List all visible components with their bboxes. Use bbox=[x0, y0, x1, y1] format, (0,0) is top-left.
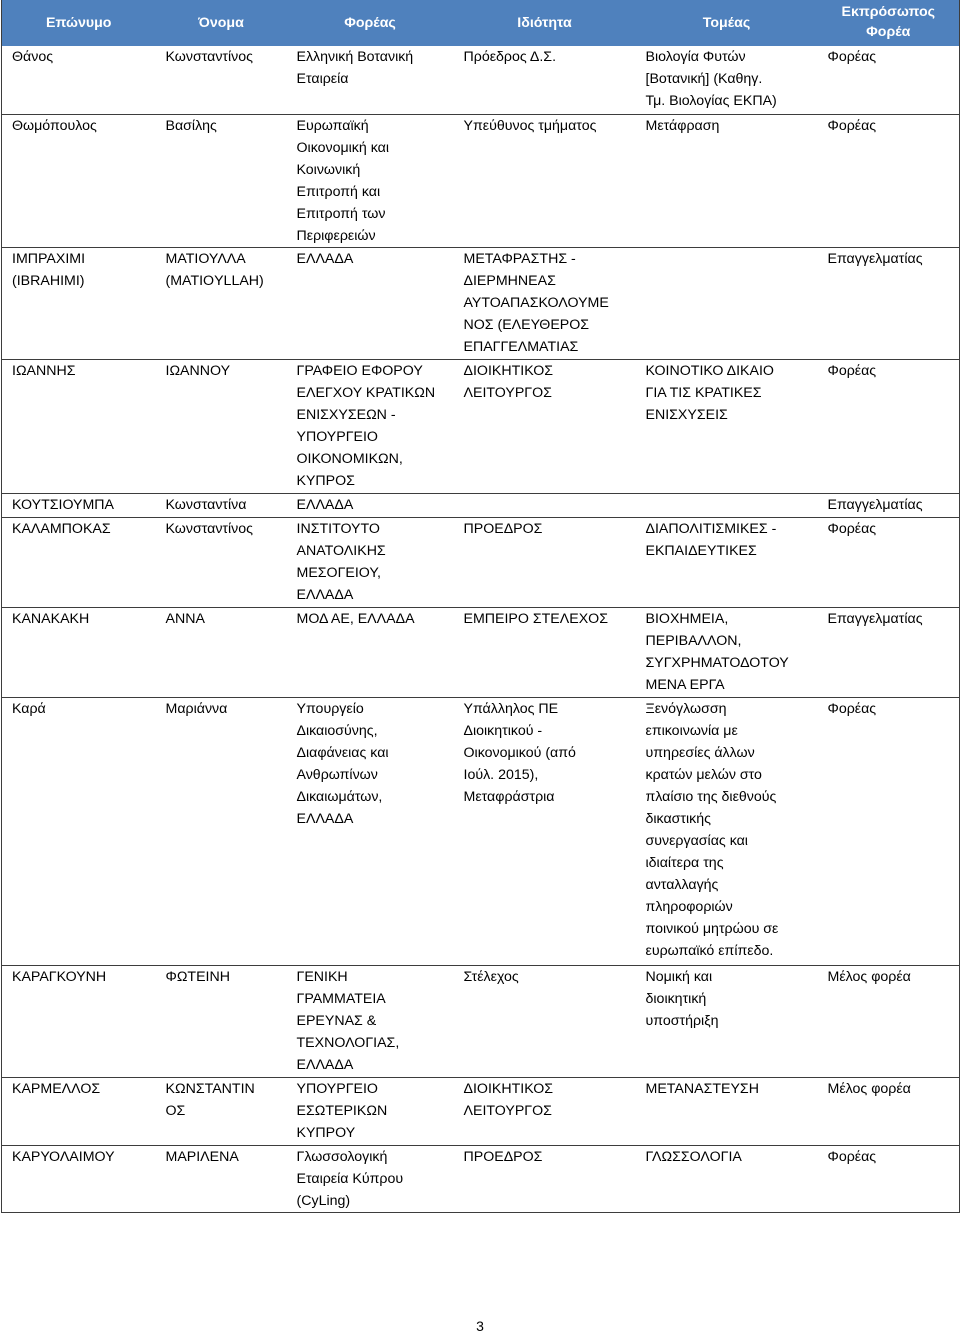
table-row bbox=[2, 697, 960, 965]
table-body bbox=[2, 46, 960, 1212]
cell-field: ΚΟΙΝΟΤΙΚΟ ΔΙΚΑΙΟ ΓΙΑ ΤΙΣ ΚΡΑΤΙΚΕΣ ΕΝΙΣΧΥΣΕΙΣ bbox=[636, 359, 818, 493]
cell-position: Υπεύθυνος τμήματος bbox=[454, 114, 636, 247]
cell-representative: Φορέας bbox=[818, 517, 960, 607]
table-row bbox=[2, 46, 960, 114]
table-row bbox=[2, 1077, 960, 1145]
table-row bbox=[2, 114, 960, 247]
cell-position: Πρόεδρος Δ.Σ. bbox=[454, 46, 636, 114]
cell-first-name: ΜΑΤΙΟΥΛΛΑ (MATIOYLLAH) bbox=[156, 247, 287, 359]
header-surname: Επώνυμο bbox=[2, 0, 156, 46]
cell-field: ΔΙΑΠΟΛΙΤΙΣΜΙΚΕΣ - ΕΚΠΑΙΔΕΥΤΙΚΕΣ bbox=[636, 517, 818, 607]
cell-position: ΔΙΟΙΚΗΤΙΚΟΣ ΛΕΙΤΟΥΡΓΟΣ bbox=[454, 359, 636, 493]
cell-field: Βιολογία Φυτών [Βοτανική] (Καθηγ. Τμ. Βιολογίας ΕΚΠΑ) bbox=[636, 46, 818, 114]
cell-position bbox=[454, 493, 636, 517]
cell-surname: Θωμόπουλος bbox=[2, 114, 156, 247]
cell-organization: ΥΠΟΥΡΓΕΙΟ ΕΣΩΤΕΡΙΚΩΝ ΚΥΠΡΟΥ bbox=[287, 1077, 454, 1145]
cell-first-name: ΚΩΝΣΤΑΝΤΙΝ ΟΣ bbox=[156, 1077, 287, 1145]
cell-organization: Ελληνική Βοτανική Εταιρεία bbox=[287, 46, 454, 114]
header-organization: Φορέας bbox=[287, 0, 454, 46]
cell-organization: Υπουργείο Δικαιοσύνης, Διαφάνειας και Ανθρωπίνων Δικαιωμάτων, ΕΛΛΑΔΑ bbox=[287, 697, 454, 965]
cell-first-name: Κωνσταντίνα bbox=[156, 493, 287, 517]
cell-representative: Επαγγελματίας bbox=[818, 247, 960, 359]
cell-first-name: ΑΝΝΑ bbox=[156, 607, 287, 697]
cell-representative: Μέλος φορέα bbox=[818, 1077, 960, 1145]
cell-first-name: Μαριάννα bbox=[156, 697, 287, 965]
cell-surname: Θάνος bbox=[2, 46, 156, 114]
header-field: Τομέας bbox=[636, 0, 818, 46]
cell-first-name: ΦΩΤΕΙΝΗ bbox=[156, 965, 287, 1077]
cell-organization: ΕΛΛΑΔΑ bbox=[287, 493, 454, 517]
cell-organization: ΓΡΑΦΕΙΟ ΕΦΟΡΟΥ ΕΛΕΓΧΟΥ ΚΡΑΤΙΚΩΝ ΕΝΙΣΧΥΣΕΩΝ - ΥΠΟΥΡΓΕΙΟ ΟΙΚΟΝΟΜΙΚΩΝ, ΚΥΠΡΟΣ bbox=[287, 359, 454, 493]
cell-organization: ΓΕΝΙΚΗ ΓΡΑΜΜΑΤΕΙΑ ΕΡΕΥΝΑΣ & ΤΕΧΝΟΛΟΓΙΑΣ, ΕΛΛΑΔΑ bbox=[287, 965, 454, 1077]
cell-representative: Επαγγελματίας bbox=[818, 607, 960, 697]
cell-organization: Ευρωπαϊκή Οικονομική και Κοινωνική Επιτροπή και Επιτροπή των Περιφερειών bbox=[287, 114, 454, 247]
cell-surname: ΚΑΡΥΟΛΑΙΜΟΥ bbox=[2, 1145, 156, 1212]
cell-organization: ΕΛΛΑΔΑ bbox=[287, 247, 454, 359]
cell-representative: Επαγγελματίας bbox=[818, 493, 960, 517]
cell-field bbox=[636, 493, 818, 517]
cell-surname: ΚΟΥΤΣΙΟΥΜΠΑ bbox=[2, 493, 156, 517]
cell-first-name: Βασίλης bbox=[156, 114, 287, 247]
cell-surname: Καρά bbox=[2, 697, 156, 965]
header-representative: Εκπρόσωπος Φορέα bbox=[818, 0, 960, 46]
table-row bbox=[2, 965, 960, 1077]
cell-position: ΠΡΟΕΔΡΟΣ bbox=[454, 1145, 636, 1212]
cell-surname: ΚΑΡΜΕΛΛΟΣ bbox=[2, 1077, 156, 1145]
cell-surname: ΙΜΠΡΑΧΙΜΙ (IBRAHIMI) bbox=[2, 247, 156, 359]
cell-organization: ΜΟΔ ΑΕ, ΕΛΛΑΔΑ bbox=[287, 607, 454, 697]
cell-first-name: ΙΩΑΝΝΟΥ bbox=[156, 359, 287, 493]
header-first-name: Όνομα bbox=[156, 0, 287, 46]
cell-first-name: Κωνσταντίνος bbox=[156, 517, 287, 607]
table-row bbox=[2, 247, 960, 359]
cell-position: ΜΕΤΑΦΡΑΣΤΗΣ - ΔΙΕΡΜΗΝΕΑΣ ΑΥΤΟΑΠΑΣΚΟΛΟΥΜΕ ΝΟΣ (ΕΛΕΥΘΕΡΟΣ ΕΠΑΓΓΕΛΜΑΤΙΑΣ bbox=[454, 247, 636, 359]
cell-surname: ΙΩΑΝΝΗΣ bbox=[2, 359, 156, 493]
header-position: Ιδιότητα bbox=[454, 0, 636, 46]
table-row bbox=[2, 517, 960, 607]
cell-field bbox=[636, 247, 818, 359]
cell-position: Στέλεχος bbox=[454, 965, 636, 1077]
members-table bbox=[1, 0, 960, 1213]
cell-organization: Γλωσσολογική Εταιρεία Κύπρου (CyLing) bbox=[287, 1145, 454, 1212]
cell-surname: ΚΑΛΑΜΠΟΚΑΣ bbox=[2, 517, 156, 607]
table-row bbox=[2, 493, 960, 517]
cell-surname: ΚΑΝΑΚΑΚΗ bbox=[2, 607, 156, 697]
cell-field: ΜΕΤΑΝΑΣΤΕΥΣΗ bbox=[636, 1077, 818, 1145]
cell-position: Υπάλληλος ΠΕ Διοικητικού - Οικονομικού (από Ιούλ. 2015), Μεταφράστρια bbox=[454, 697, 636, 965]
cell-first-name: ΜΑΡΙΛΕΝΑ bbox=[156, 1145, 287, 1212]
table-row bbox=[2, 607, 960, 697]
table-row bbox=[2, 359, 960, 493]
cell-representative: Φορέας bbox=[818, 1145, 960, 1212]
cell-representative: Φορέας bbox=[818, 697, 960, 965]
cell-representative: Φορέας bbox=[818, 359, 960, 493]
cell-first-name: Κωνσταντίνος bbox=[156, 46, 287, 114]
cell-representative: Φορέας bbox=[818, 114, 960, 247]
cell-field: ΒΙΟΧΗΜΕΙΑ, ΠΕΡΙΒΑΛΛΟΝ, ΣΥΓΧΡΗΜΑΤΟΔΟΤΟΥ ΜΕΝΑ ΕΡΓΑ bbox=[636, 607, 818, 697]
header-row bbox=[2, 0, 960, 46]
cell-position: ΕΜΠΕΙΡΟ ΣΤΕΛΕΧΟΣ bbox=[454, 607, 636, 697]
cell-representative: Φορέας bbox=[818, 46, 960, 114]
cell-organization: ΙΝΣΤΙΤΟΥΤΟ ΑΝΑΤΟΛΙΚΗΣ ΜΕΣΟΓΕΙΟΥ, ΕΛΛΑΔΑ bbox=[287, 517, 454, 607]
cell-field: Νομική και διοικητική υποστήριξη bbox=[636, 965, 818, 1077]
cell-representative: Μέλος φορέα bbox=[818, 965, 960, 1077]
cell-position: ΠΡΟΕΔΡΟΣ bbox=[454, 517, 636, 607]
table-row bbox=[2, 1145, 960, 1212]
cell-field: ΓΛΩΣΣΟΛΟΓΙΑ bbox=[636, 1145, 818, 1212]
cell-field: Ξενόγλωσση επικοινωνία με υπηρεσίες άλλων κρατών μελών στο πλαίσιο της διεθνούς δικαστικής συνεργασίας και ιδιαίτερα της ανταλλαγής πληροφοριών ποινικού μητρώου σε ευρωπαϊκό επίπεδο. bbox=[636, 697, 818, 965]
cell-position: ΔΙΟΙΚΗΤΙΚΟΣ ΛΕΙΤΟΥΡΓΟΣ bbox=[454, 1077, 636, 1145]
cell-field: Μετάφραση bbox=[636, 114, 818, 247]
page-number: 3 bbox=[476, 1318, 484, 1334]
cell-surname: ΚΑΡΑΓΚΟΥΝΗ bbox=[2, 965, 156, 1077]
